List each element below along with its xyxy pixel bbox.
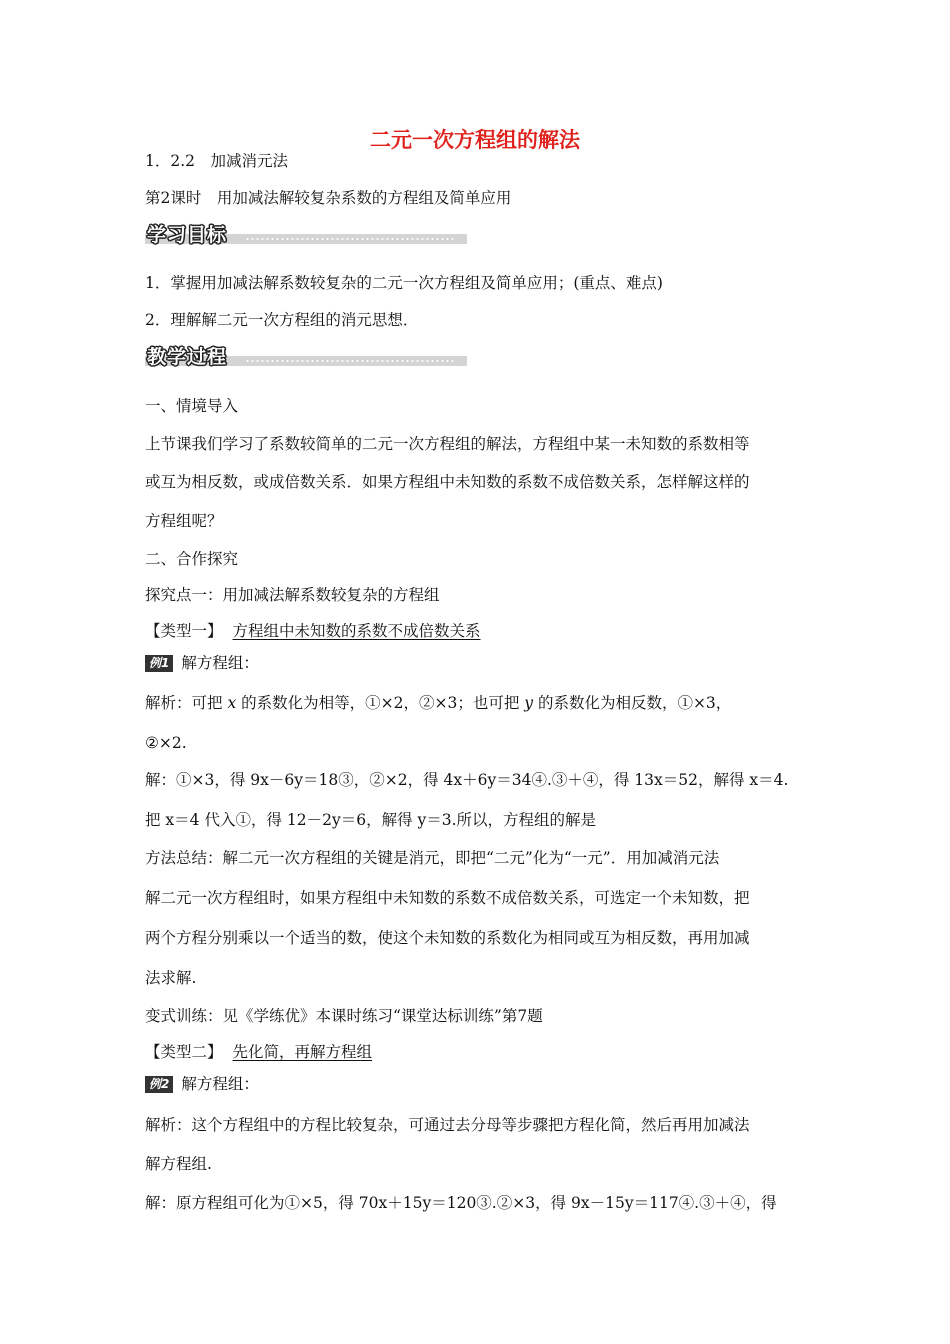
banner-dots [245, 238, 453, 240]
type-title: 先化简，再解方程组 [232, 1043, 373, 1061]
solution-line: 把 x＝4 代入①，得 12－2y＝6，解得 y＝3.所以，方程组的解是 [145, 811, 597, 829]
variable-x: x [227, 694, 237, 712]
solution-line: 解：原方程组可化为①×5，得 70x＋15y＝120③.②×3，得 9x－15y＝117④.③＋④，得 [145, 1194, 777, 1212]
banner-label: 教学过程 [147, 346, 228, 368]
paragraph-line: 或互为相反数，或成倍数关系．如果方程组中未知数的系数不成倍数关系，怎样解这样的 [145, 473, 750, 491]
practice-line: 变式训练：见《学练优》本课时练习“课堂达标训练”第7题 [145, 1007, 543, 1025]
text-span: 的系数化为相等，①×2，②×3；也可把 [236, 694, 525, 712]
analysis-line: ②×2. [145, 734, 187, 752]
type-heading [145, 1042, 810, 1062]
paragraph-line: 上节课我们学习了系数较简单的二元一次方程组的解法，方程组中某一未知数的系数相等 [145, 435, 750, 453]
example-line [145, 653, 810, 673]
variable-y: y [524, 694, 534, 712]
example-badge: 例1 [145, 655, 173, 672]
part-heading: 二、合作探究 [145, 550, 239, 568]
part-heading: 一、情境导入 [145, 397, 239, 415]
example-line [145, 1074, 810, 1094]
goal-item: 1．掌握用加减法解系数较复杂的二元一次方程组及简单应用；(重点、难点) [145, 274, 663, 292]
goal-item: 2．理解解二元一次方程组的消元思想． [145, 311, 419, 329]
method-line: 法求解. [145, 969, 197, 987]
analysis-line [145, 693, 810, 713]
banner-learning-goals [145, 224, 467, 246]
example-badge: 例2 [145, 1076, 173, 1093]
section-heading: 1．2.2 加减消元法 [145, 152, 289, 170]
type-heading [145, 621, 810, 641]
point-heading: 探究点一：用加减法解系数较复杂的方程组 [145, 586, 440, 604]
example-text: 解方程组： [181, 654, 259, 672]
analysis-line: 解析：这个方程组中的方程比较复杂，可通过去分母等步骤把方程化简，然后再用加减法 [145, 1116, 750, 1134]
banner-teaching-process [145, 346, 467, 368]
solution-line: 解：①×3，得 9x－6y＝18③，②×2，得 4x＋6y＝34④.③＋④，得 13x＝52，解得 x＝4. [145, 771, 789, 789]
lesson-heading: 第2课时 用加减法解较复杂系数的方程组及简单应用 [145, 189, 512, 207]
text-span: 解析：可把 [145, 694, 228, 712]
method-line: 解二元一次方程组时，如果方程组中未知数的系数不成倍数关系，可选定一个未知数，把 [145, 889, 750, 907]
type-tag: 【类型一】 [145, 622, 223, 640]
type-title: 方程组中未知数的系数不成倍数关系 [232, 622, 481, 640]
paragraph-line: 方程组呢？ [145, 512, 223, 530]
example-text: 解方程组： [181, 1075, 259, 1093]
analysis-line: 解方程组. [145, 1155, 212, 1173]
type-tag: 【类型二】 [145, 1043, 223, 1061]
method-line: 两个方程分别乘以一个适当的数，使这个未知数的系数化为相同或互为相反数，再用加减 [145, 929, 750, 947]
page-title: 二元一次方程组的解法 [370, 128, 580, 152]
banner-dots [245, 360, 453, 362]
text-span: 的系数化为相反数，①×3， [533, 694, 732, 712]
method-line: 方法总结：解二元一次方程组的关键是消元，即把“二元”化为“一元”．用加减消元法 [145, 849, 720, 867]
banner-label: 学习目标 [147, 224, 228, 246]
